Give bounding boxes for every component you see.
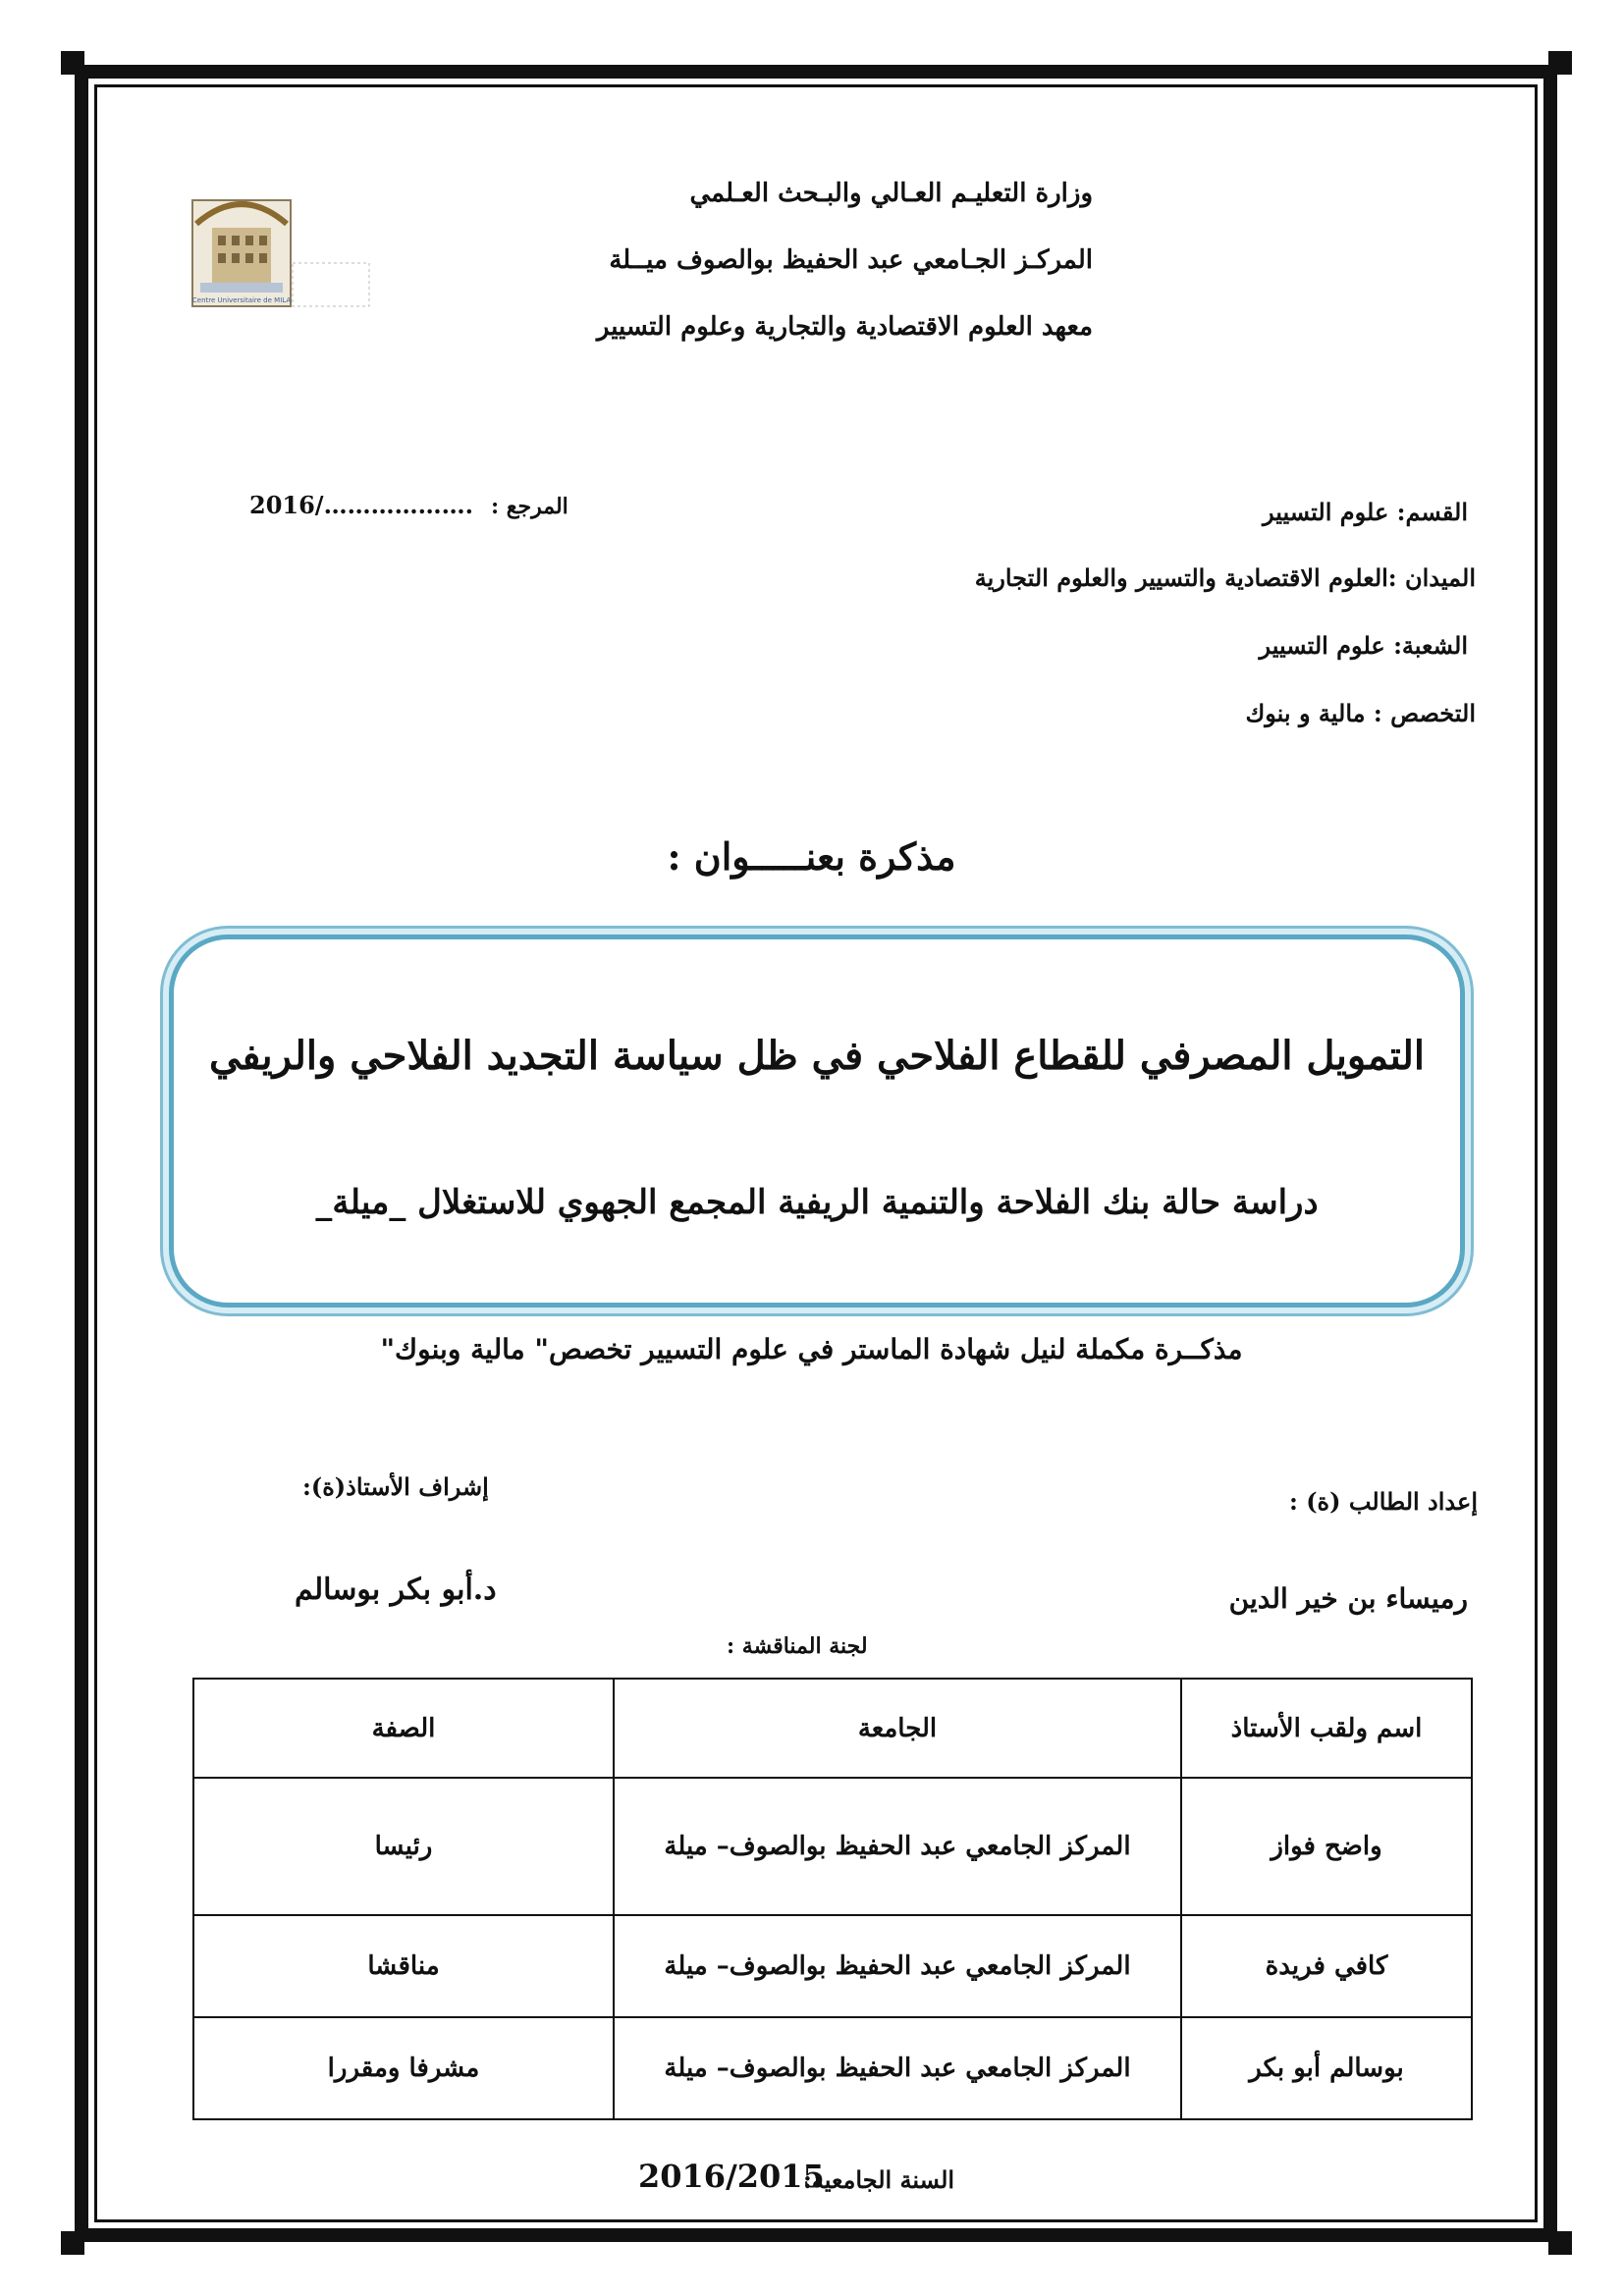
specialty: التخصص : مالية و بنوك: [1245, 699, 1476, 727]
member-role: رئيسا: [193, 1778, 614, 1915]
academic-year-label: السنة الجامعية:: [803, 2165, 955, 2194]
thesis-title: التمويل المصرفي للقطاع الفلاحي في ظل سياسة التجديد الفلاحي والريفي: [208, 1033, 1426, 1079]
supervisor-label: إشراف الأستاذ(ة):: [302, 1472, 489, 1501]
member-name: واضح فواز: [1181, 1778, 1472, 1915]
supervisor-name: د.أبو بكر بوسالم: [295, 1573, 497, 1607]
department: القسم: علوم التسيير: [1263, 498, 1468, 526]
reference-value: 2016/……………….: [249, 491, 473, 519]
ministry-line: وزارة التعليـم العـالي والبـحث العـلمي: [689, 179, 1093, 208]
reference-label: المرجع :: [491, 494, 568, 519]
member-university: المركز الجامعي عبد الحفيظ بوالصوف– ميلة: [614, 1778, 1181, 1915]
student-label: إعداد الطالب (ة) :: [1288, 1487, 1478, 1516]
column-header-university: الجامعة: [614, 1679, 1181, 1778]
frame-corner: [61, 2231, 84, 2255]
student-name: رميساء بن خير الدين: [1228, 1582, 1468, 1615]
frame-corner: [1548, 2231, 1572, 2255]
member-role: مناقشا: [193, 1915, 614, 2017]
member-name: بوسالم أبو بكر: [1181, 2017, 1472, 2119]
column-header-role: الصفة: [193, 1679, 614, 1778]
university-logo: [187, 185, 373, 312]
frame-corner: [61, 51, 84, 75]
logo-caption: Centre Universitaire de MILA: [191, 296, 292, 304]
table-row: [193, 2017, 1472, 2119]
case-study-subtitle: دراسة حالة بنك الفلاحة والتنمية الريفية المجمع الجهوي للاستغلال _ميلة_: [315, 1183, 1319, 1222]
degree-statement: مذكــرة مكملة لنيل شهادة الماستر في علوم التسيير تخصص" مالية وبنوك": [380, 1333, 1243, 1365]
memo-heading: مذكرة بعنـــــوان :: [667, 834, 956, 879]
member-university: المركز الجامعي عبد الحفيظ بوالصوف– ميلة: [614, 2017, 1181, 2119]
branch: الشعبة: علوم التسيير: [1259, 631, 1468, 660]
member-role: مشرفا ومقررا: [193, 2017, 614, 2119]
frame-corner: [1548, 51, 1572, 75]
table-row: [193, 1778, 1472, 1915]
committee-label: لجنة المناقشة :: [727, 1633, 868, 1659]
field-domain: الميدان :العلوم الاقتصادية والتسيير والعلوم التجارية: [974, 563, 1476, 592]
member-name: كافي فريدة: [1181, 1915, 1472, 2017]
table-header-row: [193, 1679, 1472, 1778]
member-university: المركز الجامعي عبد الحفيظ بوالصوف– ميلة: [614, 1915, 1181, 2017]
column-header-name: اسم ولقب الأستاذ: [1181, 1679, 1472, 1778]
committee-table: [192, 1678, 1473, 2120]
academic-year-value: 2016/2015: [638, 2158, 825, 2195]
center-line: المركـز الجـامعي عبد الحفيظ بوالصوف ميــلة: [609, 245, 1093, 275]
table-row: [193, 1915, 1472, 2017]
institute-line: معهد العلوم الاقتصادية والتجارية وعلوم التسيير: [596, 312, 1093, 342]
title-box: [169, 934, 1465, 1308]
